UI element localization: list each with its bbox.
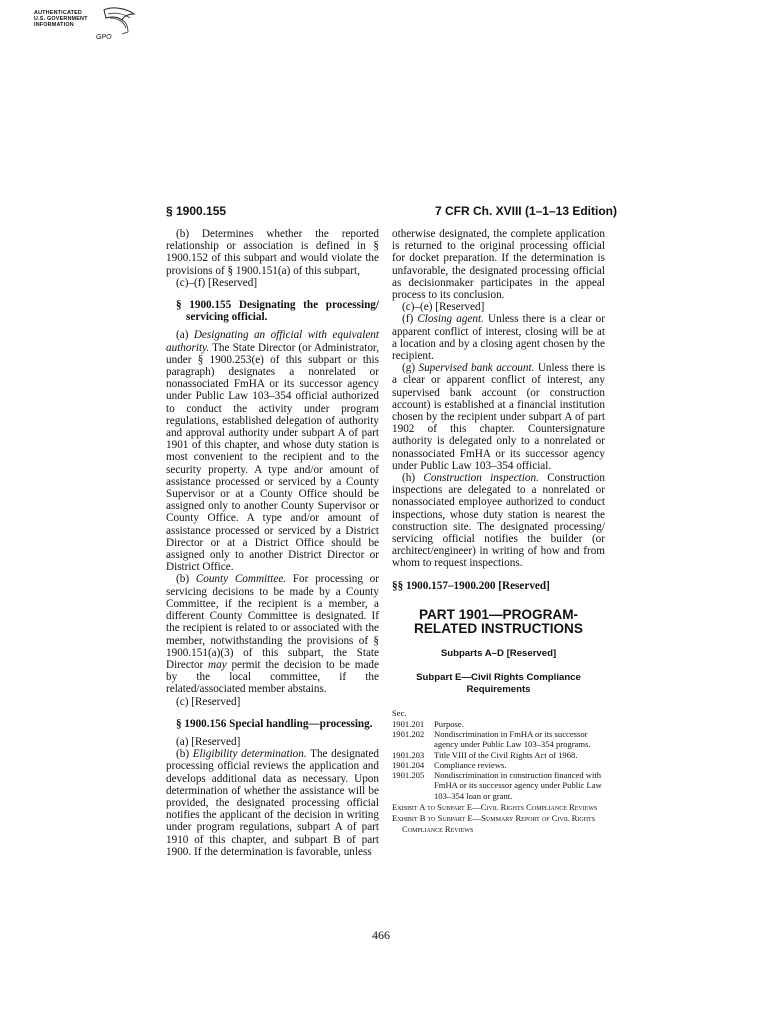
running-header-section: § 1900.155 <box>166 204 227 218</box>
gpo-mark: GPO <box>96 34 112 41</box>
toc-entry: 1901.205 Nondiscrimination in construction financed with FmHA or its successor agency under Public Law 103–354 loan or grant. <box>392 770 602 801</box>
paragraph: (b) County Committee. For processing or servicing decisions to be made by a County Committee, if the recipient is a member, a different County Committee is designated. If the recipient is related to or associated with the member, notwithstanding the provisions of § 1900.151(a)(3) of this subpart, the State Director may permit the decision to be made by the local committee, if the related/associated member abstains. <box>166 573 379 696</box>
toc-entry: 1901.204 Compliance reviews. <box>392 759 507 770</box>
toc-entry: 1901.202 Nondiscrimination in FmHA or its successor agency under Public Law 103–354 programs. <box>392 728 591 750</box>
paragraph: (c)–(f) [Reserved] <box>176 276 258 289</box>
paragraph: (a) Designating an official with equivalent authority. The State Director (or Administrator, under § 1900.253(e) of this subpart or this paragraph) designates a nonrelated or nonassociated FmHA or its successor agency under Public Law 103–354 official authorized to conduct the activity under program regulations, established delegation of authority and approval authority under subpart A of part 1901 of this chapter, and whose duty station is most convenient to the recipient and to the security property. A type and/or amount of assistance processed or serviced by a County Supervisor or at a County Office should be assigned only to another County Supervisor or County Office. A type and/or amount of assistance processed or serviced by a District Director or at a District Office should be assigned only to another District Director or District Office. <box>166 329 379 574</box>
left-column <box>166 228 379 858</box>
toc-entry: 1901.201 Purpose. <box>392 718 464 729</box>
gpo-authentication-logo <box>34 6 144 46</box>
running-header-title: 7 CFR Ch. XVIII (1–1–13 Edition) <box>434 204 617 218</box>
subparts-heading: Subparts A–D [Reserved] <box>440 647 557 659</box>
paragraph: (c) [Reserved] <box>176 695 241 708</box>
paragraph: (h) Construction inspection. Construction inspections are delegated to a nonrelated or nonassociated employee authorized to conduct inspections, whose duty station is nearest the construction site. The designated processing/ servicing official notifies the builder (or architect/engineer) in writing of how and from whom to request inspections. <box>392 472 605 570</box>
paragraph: (a) [Reserved] <box>176 735 241 748</box>
gpo-logo-text: AUTHENTICATED U.S. GOVERNMENT INFORMATION <box>34 10 88 28</box>
toc-sec-label: Sec. <box>392 708 407 719</box>
paragraph: (b) Determines whether the reported relationship or association is defined in § 1900.152 of this subpart and would violate the provisions of § 1900.151(a) of this subpart, <box>166 228 379 277</box>
paragraph: (b) Eligibility determination. The designated processing official reviews the application and develops additional data as necessary. Upon determination of whether the assistance will be provided, the designated processing official notifies the applicant of the decision in writing under program regulations, subpart A of part 1910 of this chapter, and subpart B of part 1900. If the determination is favorable, unless <box>166 748 380 858</box>
paragraph: (g) Supervised bank account. Unless there is a clear or apparent conflict of interest, any supervised bank account (or construction account) is established at a financial institution chosen by the recipient under subpart A of part 1902 of this chapter. Countersignature authority is delegated only to a nonrelated or nonassociated FmHA or its successor agency under Public Law 103–354 official. <box>392 362 605 472</box>
toc-exhibit: Exhibit A to Subpart E—Civil Rights Compliance Reviews <box>392 802 598 813</box>
toc-exhibit: Exhibit B to Subpart E—Summary Report of Civil Rights Compliance Reviews <box>392 813 596 834</box>
subpart-e-heading: Subpart E—Civil Rights Compliance Requirements <box>416 672 581 695</box>
paragraph: (c)–(e) [Reserved] <box>402 301 485 314</box>
right-column <box>392 228 605 834</box>
toc-entry: 1901.203 Title VIII of the Civil Rights Act of 1968. <box>392 749 578 760</box>
section-heading: § 1900.156 Special handling—processing. <box>176 717 373 730</box>
part-heading: PART 1901—PROGRAM-RELATED INSTRUCTIONS <box>414 606 583 636</box>
page-number: 466 <box>372 928 390 942</box>
reserved-heading: §§ 1900.157–1900.200 [Reserved] <box>392 579 550 592</box>
paragraph: (f) Closing agent. Unless there is a clear or apparent conflict of interest, closing will be at a location and by a closing agent chosen by the recipient. <box>392 313 605 363</box>
table-of-contents <box>392 708 605 834</box>
paragraph: otherwise designated, the complete application is returned to the original processing official for docket preparation. If the determination is unfavorable, the designated processing official as decisionmaker participates in the appeal process to its conclusion. <box>392 228 605 302</box>
section-heading: § 1900.155 Designating the processing/ servicing official. <box>176 299 379 324</box>
